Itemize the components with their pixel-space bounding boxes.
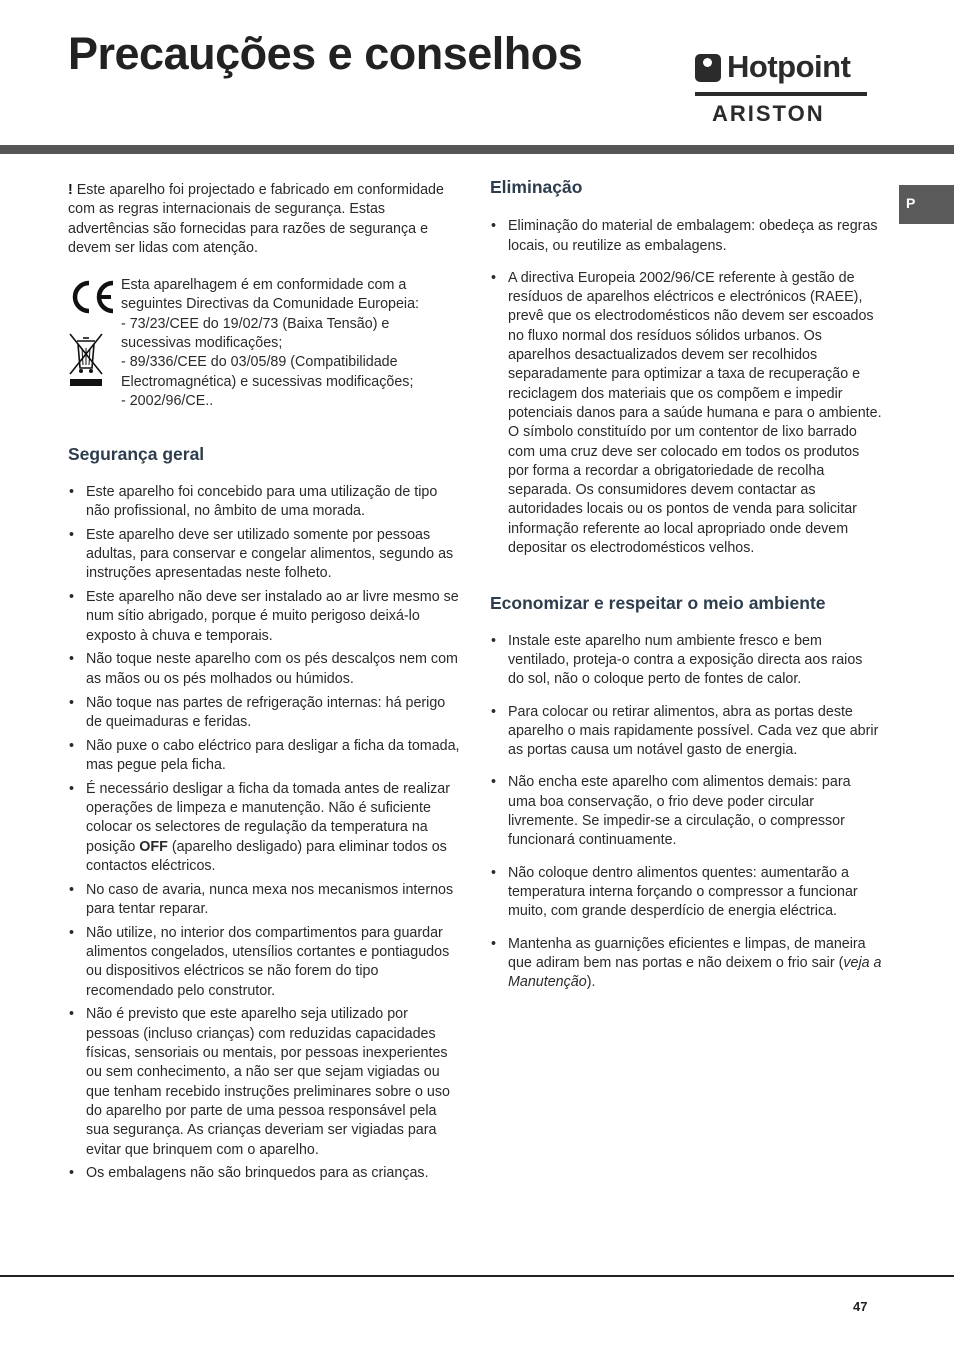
logo-sub-brand: ARISTON <box>712 101 825 126</box>
language-tab-label: P <box>906 195 916 211</box>
list-item: • Os embalagens não são brinquedos para as crianças. <box>68 1164 460 1183</box>
compliance-intro: Esta aparelhagem é em conformidade com a seguintes Directivas da Comunidade Europeia: <box>121 277 420 313</box>
off-text-after: (aparelho desligado) para eliminar todos os contactos eléctricos. <box>86 838 447 874</box>
list-item: • A directiva Europeia 2002/96/CE referente à gestão de resíduos de aparelhos eléctricos e electrónicos (RAEE), prevê que os electrodomésticos não devem ser escoados no fluxo normal dos resíduos sólidos urbanos. Os aparelhos desactualizados devem ser recolhidos separadamente para optimizar a taxa de recuperação e reciclagem dos materiais que os compõem e impedir potenciais danos para a saúde humana e para o ambiente. O símbolo constituído por um contentor de lixo barrado com uma cruz deve ser colocado em todos os produtos por forma a recordar a obrigatoriedade de recolha separada. Os consumidores devem contactar as autoridades locais ou os pontos de venda para solicitar informação referente ao local apropriado onde devem depositar os electrodomésticos velhos. <box>490 269 882 558</box>
hotpoint-logo-icon <box>695 54 721 82</box>
section-title-economizar: Economizar e respeitar o meio ambiente <box>490 593 826 614</box>
list-item: • Não toque nas partes de refrigeração internas: há perigo de queimaduras e feridas. <box>68 694 460 733</box>
directive-weee: - 2002/96/CE.. <box>121 392 214 409</box>
compliance-block <box>68 276 460 411</box>
directive-low-voltage: - 73/23/CEE do 19/02/73 (Baixa Tensão) e sucessivas modificações; <box>121 315 390 352</box>
list-item: • Não encha este aparelho com alimentos demais: para uma boa conservação, o frio deve poder circular livremente. Se impedir-se a circulação, o compressor funcionará continuamente. <box>490 773 882 850</box>
off-text-before: É necessário desligar a ficha da tomada antes de realizar operações de limpeza e manutenção. Não é suficiente colocar os selectores de regulação da temperatura na posição <box>86 780 450 855</box>
list-item-off <box>68 780 460 876</box>
ce-mark-icon <box>68 278 116 316</box>
intro-text: Este aparelho foi projectado e fabricado em conformidade com as regras internacionais de segurança. Estas advertências são fornecidas para razões de segurança e devem ser lidas com atenção. <box>68 182 444 256</box>
list-item: • Este aparelho deve ser utilizado somente por pessoas adultas, para conservar e congelar alimentos, segundo as instruções apresentadas neste folheto. <box>68 526 460 584</box>
list-item: • Não puxe o cabo eléctrico para desligar a ficha da tomada, mas pegue pela ficha. <box>68 737 460 776</box>
list-item: • Não toque neste aparelho com os pés descalços nem com as mãos ou os pés molhados ou húmidos. <box>68 650 460 689</box>
list-item: • Este aparelho foi concebido para uma utilização de tipo não profissional, no âmbito de uma morada. <box>68 483 460 522</box>
list-item: • Não é previsto que este aparelho seja utilizado por pessoas (incluso crianças) com reduzidas capacidades físicas, sensoriais ou mentais, por pessoas inexperientes ou sem conhecimento, a não ser que sejam vigiadas ou que tenham recebido instruções preliminares sobre o uso do aparelho por parte de uma pessoa responsável pela sua segurança. As crianças deveriam ser vigiadas para evitar que brinquem com o aparelho. <box>68 1005 460 1159</box>
language-tab <box>899 185 954 224</box>
section-title-seguranca: Segurança geral <box>68 444 205 465</box>
hotpoint-ariston-logo <box>695 49 867 126</box>
directive-emc: - 89/336/CEE do 03/05/89 (Compatibilidade Electromagnética) e sucessivas modificações; <box>121 354 414 390</box>
list-item: • No caso de avaria, nunca mexa nos mecanismos internos para tentar reparar. <box>68 881 460 920</box>
maintenance-reference: veja a Manutenção <box>508 954 882 991</box>
list-item: • Instale este aparelho num ambiente fresco e bem ventilado, proteja-o contra a exposição directa aos raios do sol, não o coloque perto de fontes de calor. <box>490 632 882 690</box>
energy-list <box>490 632 882 993</box>
page-number: 47 <box>853 1299 868 1314</box>
list-item: • Para colocar ou retirar alimentos, abra as portas deste aparelho o mais rapidamente possível. Cada vez que abrir as portas causa um notável gasto de energia. <box>490 703 882 761</box>
page-title: Precauções e conselhos <box>68 28 583 79</box>
maintenance-text-after: ). <box>586 974 596 991</box>
header-rule <box>0 145 954 154</box>
list-item: • Eliminação do material de embalagem: obedeça as regras locais, ou reutilize as embalagens. <box>490 217 882 256</box>
crossed-bin-icon <box>68 332 104 387</box>
disposal-list <box>490 217 882 558</box>
right-column <box>490 178 882 1005</box>
maintenance-text-before: Mantenha as guarnições eficientes e limpas, de maneira que adiram bem nas portas e não deixem o frio sair ( <box>508 935 866 971</box>
list-item: • Não coloque dentro alimentos quentes: aumentarão a temperatura interna forçando o compressor a funcionar muito, com grande desperdício de energia eléctrica. <box>490 864 882 922</box>
logo-divider <box>695 92 867 96</box>
warning-icon: ! <box>68 182 73 198</box>
off-label: OFF <box>139 838 168 855</box>
list-item: • Este aparelho não deve ser instalado ao ar livre mesmo se num sítio abrigado, porque é muito perigoso deixá-lo exposto à chuva e temporais. <box>68 588 460 646</box>
footer-rule <box>0 1275 954 1277</box>
safety-list <box>68 483 460 1184</box>
logo-brand: Hotpoint <box>727 49 851 84</box>
intro-warning <box>68 181 460 258</box>
list-item-maintenance <box>490 935 882 993</box>
list-item: • Não utilize, no interior dos compartimentos para guardar alimentos congelados, utensílios cortantes e pontiagudos ou dispositivos eléctricos se não forem do tipo recomendado pelo construtor. <box>68 924 460 1001</box>
section-title-eliminacao: Eliminação <box>490 177 583 197</box>
left-column <box>68 181 460 1188</box>
